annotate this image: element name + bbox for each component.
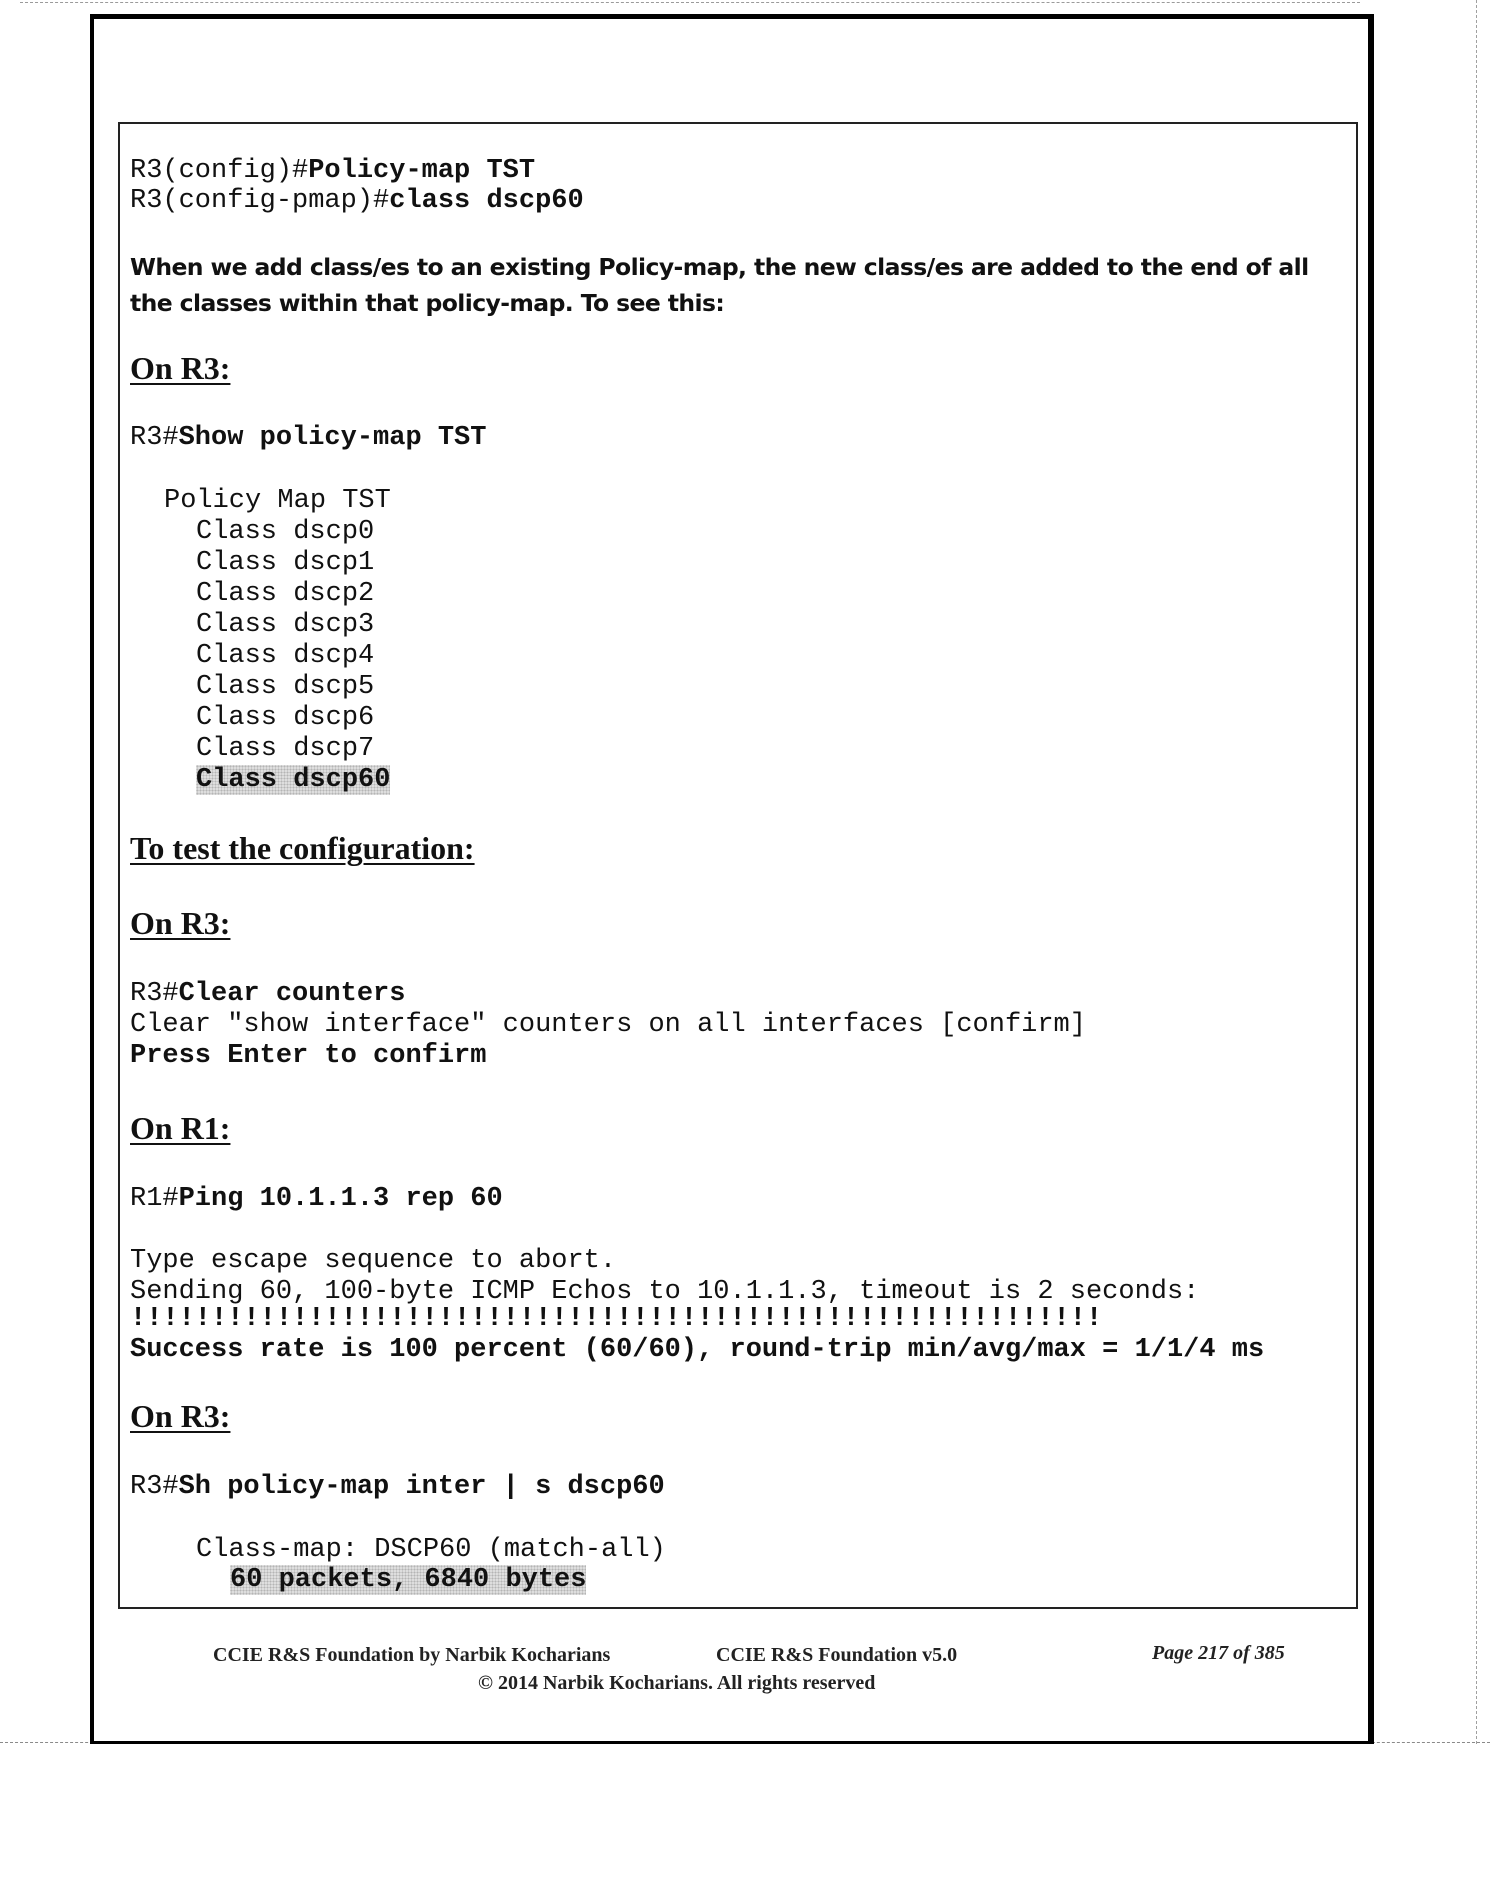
class-line: Class dscp4 bbox=[196, 641, 375, 671]
prompt: R3# bbox=[130, 423, 179, 453]
command: Sh policy-map inter | s dscp60 bbox=[178, 1472, 665, 1502]
clear-counters-command bbox=[130, 979, 405, 1010]
class-map-line: Class-map: DSCP60 (match-all) bbox=[196, 1535, 666, 1565]
command: Clear counters bbox=[178, 979, 406, 1009]
ping-success-marks bbox=[130, 1304, 1102, 1335]
command: Ping 10.1.1.3 rep 60 bbox=[178, 1184, 503, 1214]
clear-note-text: Press Enter to confirm bbox=[130, 1041, 487, 1071]
class-line: Class dscp0 bbox=[196, 517, 375, 547]
class-line: Class dscp7 bbox=[196, 734, 375, 764]
command: class dscp60 bbox=[389, 186, 584, 216]
new-class-line bbox=[196, 765, 390, 796]
ping-output-line: Sending 60, 100-byte ICMP Echos to 10.1.1.3, timeout is 2 seconds: bbox=[130, 1277, 1200, 1307]
show-policy-interface-command bbox=[130, 1472, 665, 1503]
prompt: R3(config)# bbox=[130, 156, 309, 186]
command: Show policy-map TST bbox=[178, 423, 487, 453]
prompt: R3# bbox=[130, 1472, 179, 1502]
class-line: Class dscp2 bbox=[196, 579, 375, 609]
class-line: Class dscp3 bbox=[196, 610, 375, 640]
clear-confirm-prompt: Clear "show interface" counters on all interfaces [confirm] bbox=[130, 1010, 1086, 1040]
section-heading-on-r3: On R3: bbox=[130, 905, 231, 941]
config-line-2 bbox=[130, 186, 584, 217]
prompt: R3# bbox=[130, 979, 179, 1009]
ping-output-line: Type escape sequence to abort. bbox=[130, 1246, 617, 1276]
footer-page-number: Page 217 of 385 bbox=[1152, 1642, 1285, 1664]
scan-artifact-top bbox=[20, 2, 1360, 3]
prompt: R1# bbox=[130, 1184, 179, 1214]
explanation-paragraph: When we add class/es to an existing Policy-map, the new class/es are added to the end of all the classes within that policy-map. To see this: bbox=[130, 253, 1309, 317]
ping-command bbox=[130, 1184, 503, 1215]
prompt: R3(config-pmap)# bbox=[130, 186, 390, 216]
section-heading-on-r3: On R3: bbox=[130, 1398, 231, 1434]
section-heading-on-r1: On R1: bbox=[130, 1110, 231, 1146]
scan-artifact-right bbox=[1476, 0, 1477, 1744]
section-heading-on-r3: On R3: bbox=[130, 350, 231, 386]
ping-marks: !!!!!!!!!!!!!!!!!!!!!!!!!!!!!!!!!!!!!!!!!!!!!!!!!!!!!!!!!!!! bbox=[130, 1304, 1103, 1334]
footer-copyright: © 2014 Narbik Kocharians. All rights reserved bbox=[478, 1672, 876, 1694]
class-line: Class dscp5 bbox=[196, 672, 375, 702]
class-line: Class dscp1 bbox=[196, 548, 375, 578]
command: Policy-map TST bbox=[308, 156, 536, 186]
packets-line bbox=[230, 1565, 586, 1596]
ping-result bbox=[130, 1335, 1264, 1366]
show-policy-map-command bbox=[130, 423, 486, 454]
ping-result-text: Success rate is 100 percent (60/60), round-trip min/avg/max = 1/1/4 ms bbox=[130, 1335, 1265, 1365]
highlighted-new-class: Class dscp60 bbox=[196, 765, 391, 795]
footer-center: CCIE R&S Foundation v5.0 bbox=[716, 1644, 958, 1666]
clear-note bbox=[130, 1041, 486, 1072]
config-line-1 bbox=[130, 156, 535, 187]
highlighted-packets: 60 packets, 6840 bytes bbox=[230, 1565, 587, 1595]
footer-left: CCIE R&S Foundation by Narbik Kocharians bbox=[213, 1644, 611, 1666]
class-line: Class dscp6 bbox=[196, 703, 375, 733]
policy-map-header: Policy Map TST bbox=[164, 486, 391, 516]
section-heading-test-config: To test the configuration: bbox=[130, 830, 475, 866]
